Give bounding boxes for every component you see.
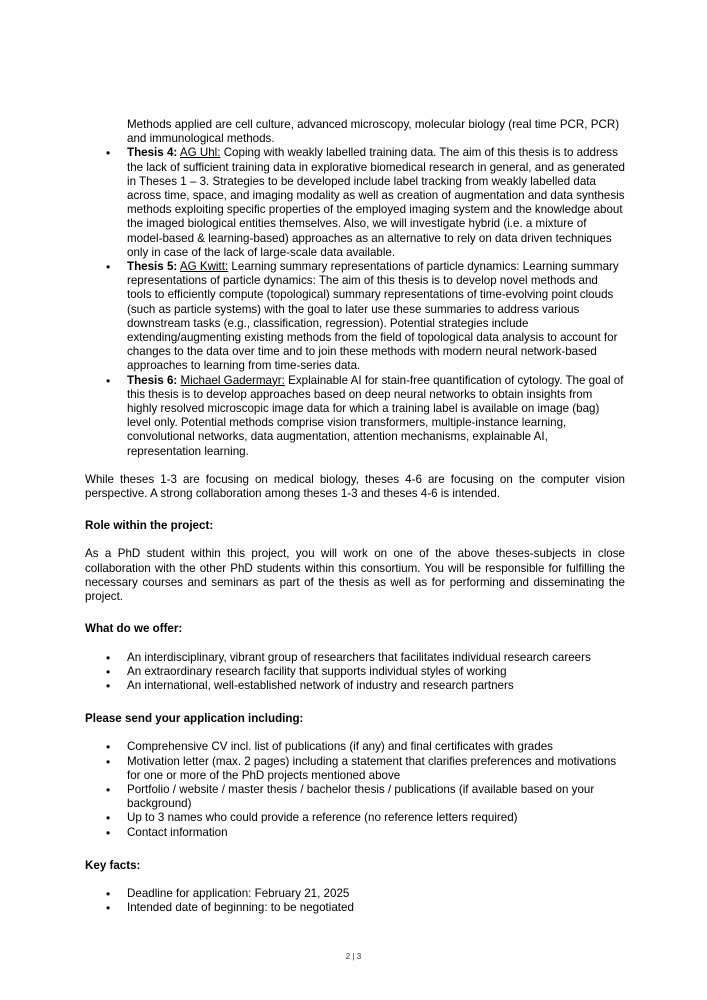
thesis-6-label: Thesis 6: <box>127 373 178 387</box>
thesis-5-item <box>85 260 625 374</box>
thesis-4-item <box>85 146 625 260</box>
thesis-4-text: Coping with weakly labelled training data. The aim of this thesis is to address the lack of sufficient training data in explorative biomedical research in general, and as generated in Theses 1 – 3. Strategies to be developed include label tracking from weakly labelled data across time, space, and imaging modality as well as creation of augmentation and data synthesis methods exploiting specific properties of the employed imaging system and the knowledge about the imaged biological entities themselves. Also, we will investigate hybrid (i.e. a mixture of model-based & learning-based) approaches as an alternative to rely on data driven techniques only in case of the lack of large-scale data available. <box>127 146 625 259</box>
methods-continuation: Methods applied are cell culture, advanced microscopy, molecular biology (real time PCR, PCR) and immunological methods. <box>127 118 620 146</box>
key-fact-item: • Intended date of beginning: to be negotiated <box>85 901 625 915</box>
application-heading: Please send your application including: <box>85 712 304 726</box>
page-number: 2 | 3 <box>345 952 362 961</box>
thesis-6-text: Explainable AI for stain-free quantification of cytology. The goal of this thesis is to develop approaches based on deep neural networks to obtain insights from highly resolved microscopic image data for which a training label is available on image (bag) level only. Potential methods comprise vision transformers, multiple-instance learning, convolutional networks, data augmentation, attention mechanisms, explainable AI, representation learning. <box>127 373 624 458</box>
offer-list <box>85 651 625 694</box>
application-item: • Contact information <box>85 826 625 840</box>
offer-item: • An international, well-established network of industry and research partners <box>85 679 625 693</box>
application-item: • Portfolio / website / master thesis / bachelor thesis / publications (if available based on your background) <box>85 783 625 811</box>
offer-heading: What do we offer: <box>85 622 183 636</box>
key-facts-list <box>85 887 625 915</box>
application-list <box>85 740 625 839</box>
thesis-4-group: AG Uhl: <box>179 146 221 160</box>
application-item: • Comprehensive CV incl. list of publications (if any) and final certificates with grades <box>85 740 625 754</box>
thesis-6-group: Michael Gadermayr: <box>180 373 285 387</box>
thesis-4-label: Thesis 4: <box>127 146 178 160</box>
role-paragraph: As a PhD student within this project, you will work on one of the above theses-subjects in close collaboration with the other PhD students within this consortium. You will be responsible for fulfilling the necessary courses and seminars as part of the thesis as well as for performing and disseminating the project. <box>85 547 625 604</box>
key-facts-heading: Key facts: <box>85 858 141 872</box>
key-fact-item: • Deadline for application: February 21, 2025 <box>85 887 625 901</box>
role-heading: Role within the project: <box>85 519 214 533</box>
theses-list <box>85 146 625 458</box>
offer-item: • An interdisciplinary, vibrant group of researchers that facilitates individual research careers <box>85 651 625 665</box>
offer-item: • An extraordinary research facility that supports individual styles of working <box>85 665 625 679</box>
summary-paragraph: While theses 1-3 are focusing on medical biology, theses 4-6 are focusing on the computer vision perspective. A strong collaboration among theses 1-3 and theses 4-6 is intended. <box>85 472 625 501</box>
thesis-5-label: Thesis 5: <box>127 260 178 274</box>
application-item: • Up to 3 names who could provide a reference (no reference letters required) <box>85 811 625 825</box>
thesis-5-text: Learning summary representations of particle dynamics: Learning summary representations of particle dynamics: The aim of this thesis is to develop novel methods and tools to efficiently compute (topological) summary representations of time-evolving point clouds (such as particle systems) with the goal to later use these summaries to address various downstream tasks (e.g., classification, regression). Potential strategies include extending/augmenting existing methods from the field of topological data analysis to account for changes to the data over time and to join these methods with modern neural network-based approaches to learning from time-series data. <box>127 260 619 373</box>
thesis-6-item <box>85 374 625 459</box>
page-content <box>85 118 625 915</box>
application-item: • Motivation letter (max. 2 pages) including a statement that clarifies preferences and motivations for one or more of the PhD projects mentioned above <box>85 755 625 783</box>
thesis-5-group: AG Kwitt: <box>179 260 229 274</box>
